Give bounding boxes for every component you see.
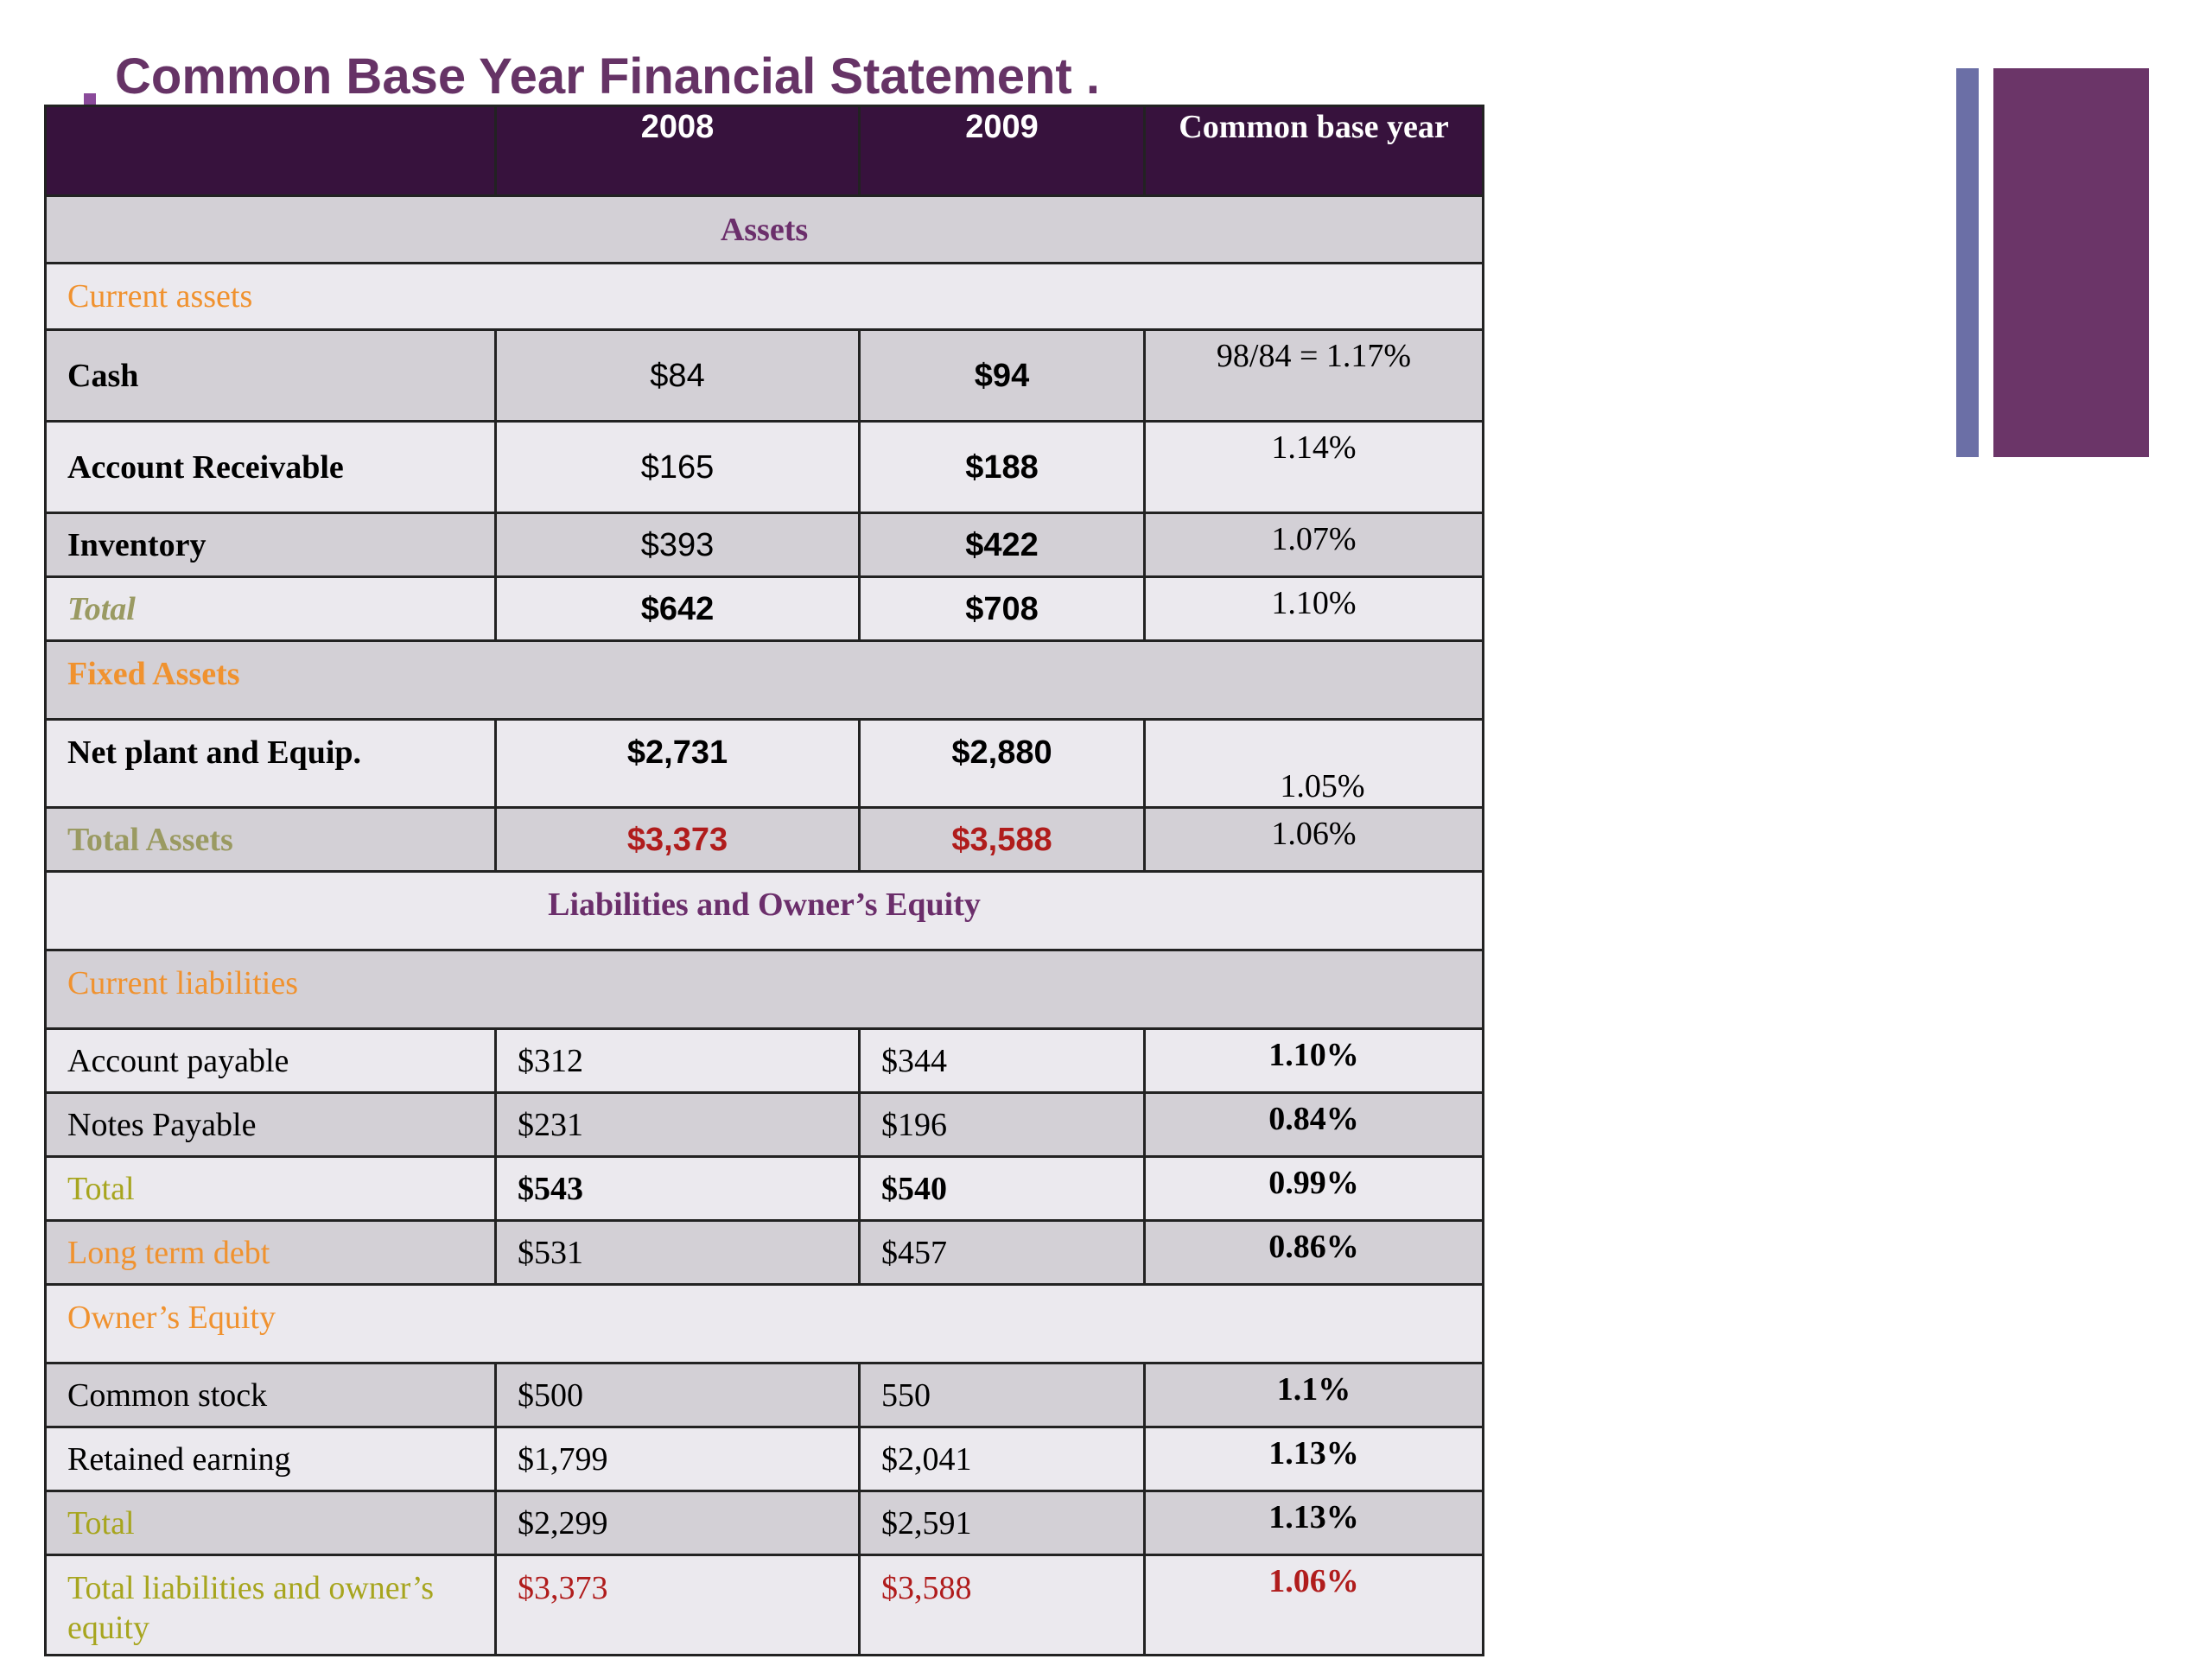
header-2008: 2008 [496, 106, 860, 196]
cell-base: 1.14% [1145, 422, 1484, 513]
cell-2009: $2,880 [860, 720, 1145, 808]
table-row [46, 1363, 1484, 1427]
liabilities-heading: Liabilities and Owner’s Equity [46, 872, 1484, 950]
row-label: Inventory [46, 513, 496, 577]
cell-base: 1.10% [1145, 1029, 1484, 1093]
assets-section-row [46, 196, 1484, 264]
cell-base: 1.10% [1145, 577, 1484, 641]
row-label: Notes Payable [46, 1093, 496, 1157]
table-row [46, 422, 1484, 513]
row-label: Total [46, 1157, 496, 1221]
cell-2008: $531 [496, 1221, 860, 1285]
cell-2009: $3,588 [860, 1555, 1145, 1656]
table-row [46, 1221, 1484, 1285]
row-label: Total Assets [46, 808, 496, 872]
cell-2008: $1,799 [496, 1427, 860, 1491]
cell-2009: $2,041 [860, 1427, 1145, 1491]
current-liabilities-row [46, 950, 1484, 1029]
row-label: Total [46, 577, 496, 641]
table-row [46, 577, 1484, 641]
row-label: Common stock [46, 1363, 496, 1427]
row-label: Total liabilities and owner’s equity [46, 1555, 496, 1656]
current-assets-row [46, 264, 1484, 330]
cell-2008: $84 [496, 330, 860, 422]
row-label: Cash [46, 330, 496, 422]
cell-2008: $231 [496, 1093, 860, 1157]
row-label: Total [46, 1491, 496, 1555]
cell-2009: $196 [860, 1093, 1145, 1157]
cell-base: 1.06% [1145, 808, 1484, 872]
cell-base: 0.84% [1145, 1093, 1484, 1157]
cell-base: 1.07% [1145, 513, 1484, 577]
owners-equity-row [46, 1285, 1484, 1363]
liabilities-section-row [46, 872, 1484, 950]
cell-base: 1.13% [1145, 1491, 1484, 1555]
cell-base: 98/84 = 1.17% [1145, 330, 1484, 422]
cell-base: 0.86% [1145, 1221, 1484, 1285]
cell-2008: $543 [496, 1157, 860, 1221]
table-row [46, 1093, 1484, 1157]
cell-2008: $3,373 [496, 1555, 860, 1656]
table-row [46, 330, 1484, 422]
cell-2009: $3,588 [860, 808, 1145, 872]
cell-2008: $3,373 [496, 808, 860, 872]
financial-statement-table [44, 105, 1484, 1656]
page-title: Common Base Year Financial Statement . [115, 48, 1100, 105]
table-row [46, 1157, 1484, 1221]
row-label: Account Receivable [46, 422, 496, 513]
cell-2008: $2,731 [496, 720, 860, 808]
assets-heading: Assets [46, 196, 1484, 264]
table-row [46, 808, 1484, 872]
table-row [46, 1491, 1484, 1555]
row-label: Account payable [46, 1029, 496, 1093]
decorative-bar-thin [1956, 68, 1979, 457]
table-row [46, 1555, 1484, 1656]
cell-base: 1.06% [1145, 1555, 1484, 1656]
cell-2009: $540 [860, 1157, 1145, 1221]
cell-2009: $344 [860, 1029, 1145, 1093]
table-header-row [46, 106, 1484, 196]
cell-2008: $500 [496, 1363, 860, 1427]
cell-base: 1.1% [1145, 1363, 1484, 1427]
owners-equity-label: Owner’s Equity [46, 1285, 1484, 1363]
cell-2008: $2,299 [496, 1491, 860, 1555]
cell-2009: 550 [860, 1363, 1145, 1427]
cell-2009: $457 [860, 1221, 1145, 1285]
fixed-assets-row [46, 641, 1484, 720]
current-liabilities-label: Current liabilities [46, 950, 1484, 1029]
current-assets-label: Current assets [46, 264, 1484, 330]
table-row [46, 720, 1484, 808]
cell-2009: $422 [860, 513, 1145, 577]
row-label: Retained earning [46, 1427, 496, 1491]
cell-2009: $94 [860, 330, 1145, 422]
cell-2009: $708 [860, 577, 1145, 641]
cell-2008: $312 [496, 1029, 860, 1093]
title-bullet [84, 93, 96, 105]
cell-2009: $188 [860, 422, 1145, 513]
header-blank [46, 106, 496, 196]
cell-base: 0.99% [1145, 1157, 1484, 1221]
row-label: Long term debt [46, 1221, 496, 1285]
cell-base: 1.13% [1145, 1427, 1484, 1491]
table-row [46, 1427, 1484, 1491]
cell-2009: $2,591 [860, 1491, 1145, 1555]
header-common-base-year: Common base year [1145, 106, 1484, 196]
table-row [46, 1029, 1484, 1093]
cell-base: 1.05% [1145, 720, 1484, 808]
decorative-bar-thick [1993, 68, 2149, 457]
cell-2008: $642 [496, 577, 860, 641]
table-row [46, 513, 1484, 577]
cell-2008: $165 [496, 422, 860, 513]
row-label: Net plant and Equip. [46, 720, 496, 808]
header-2009: 2009 [860, 106, 1145, 196]
fixed-assets-label: Fixed Assets [46, 641, 1484, 720]
cell-2008: $393 [496, 513, 860, 577]
